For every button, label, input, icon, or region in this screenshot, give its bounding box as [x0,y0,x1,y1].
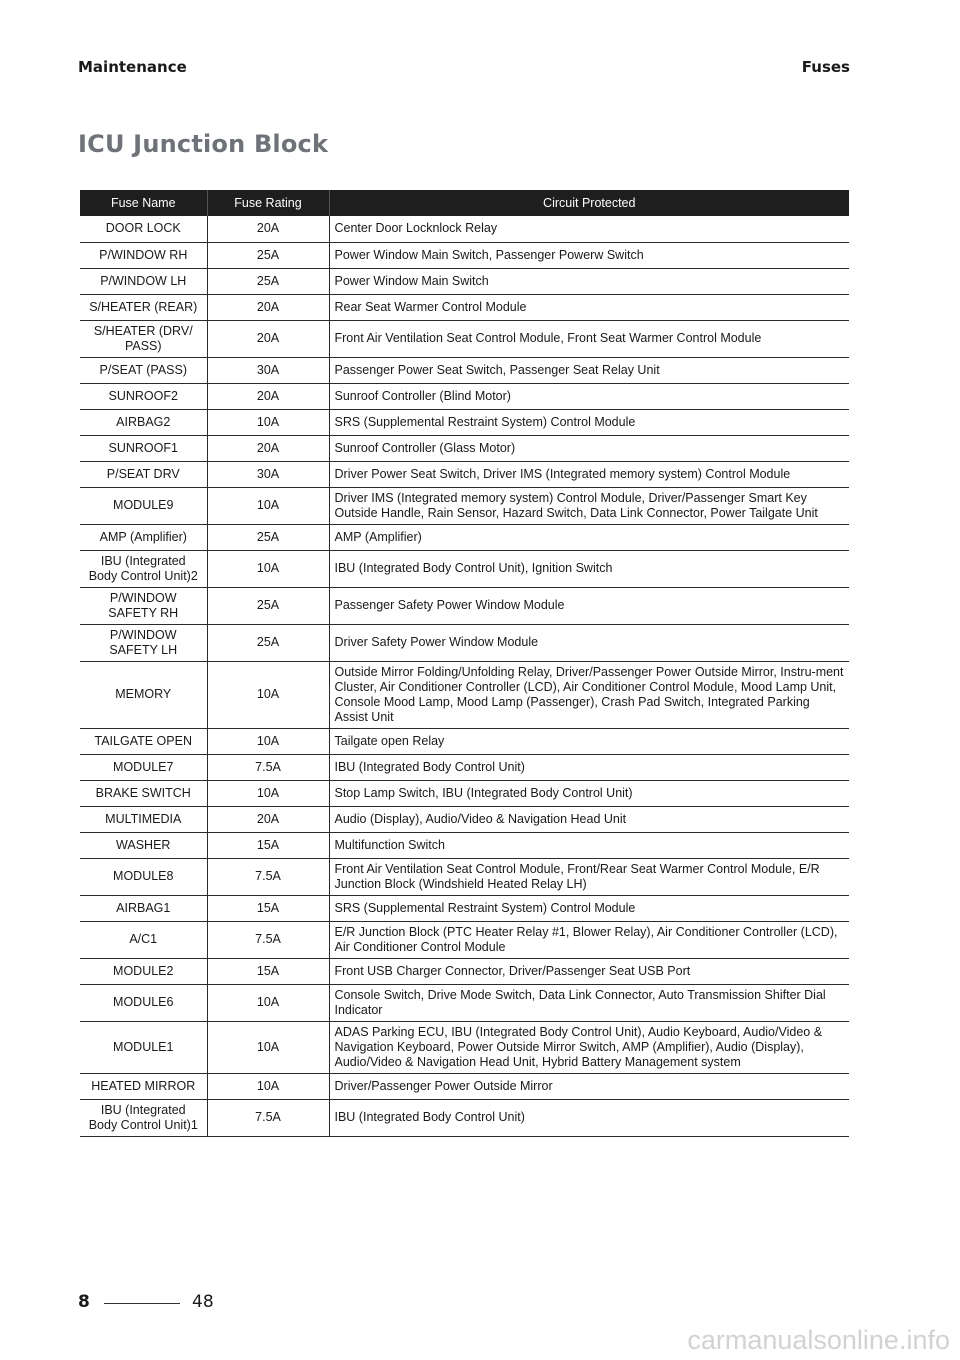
table-row [80,984,849,1021]
fuse-rating-cell: 25A [207,242,329,268]
circuit-protected-cell: Passenger Safety Power Window Module [329,587,849,624]
circuit-protected-cell: Driver Safety Power Window Module [329,624,849,661]
fuse-rating-cell: 25A [207,524,329,550]
fuse-name-cell: HEATED MIRROR [80,1073,207,1099]
circuit-protected-cell: SRS (Supplemental Restraint System) Control Module [329,895,849,921]
circuit-protected-cell: ADAS Parking ECU, IBU (Integrated Body Control Unit), Audio Keyboard, Audio/Video & Navigation Keyboard, Power Outside Mirror Switch, AMP (Amplifier), Audio (Display), Audio/Video & Navigation Head Unit, Hybrid Battery Management system [329,1021,849,1073]
table-row [80,550,849,587]
circuit-protected-cell: Multifunction Switch [329,832,849,858]
circuit-protected-cell: IBU (Integrated Body Control Unit), Ignition Switch [329,550,849,587]
circuit-protected-cell: IBU (Integrated Body Control Unit) [329,754,849,780]
table-row [80,1021,849,1073]
table-row [80,806,849,832]
fuse-rating-cell: 10A [207,487,329,524]
header-section-label: Maintenance [78,58,187,76]
circuit-protected-cell: Front USB Charger Connector, Driver/Passenger Seat USB Port [329,958,849,984]
fuse-rating-cell: 10A [207,550,329,587]
table-row [80,1099,849,1136]
table-row [80,921,849,958]
table-row [80,524,849,550]
table-row [80,461,849,487]
fuse-rating-cell: 15A [207,832,329,858]
fuse-name-cell: S/HEATER (DRV/ PASS) [80,320,207,357]
fuse-name-cell: BRAKE SWITCH [80,780,207,806]
table-row [80,216,849,242]
watermark-text: carmanualsonline.info [687,1325,950,1355]
circuit-protected-cell: Driver IMS (Integrated memory system) Control Module, Driver/Passenger Smart Key Outside Handle, Rain Sensor, Hazard Switch, Data Link Connector, Power Tailgate Unit [329,487,849,524]
circuit-protected-cell: Tailgate open Relay [329,728,849,754]
fuse-name-cell: MODULE2 [80,958,207,984]
circuit-protected-cell: Sunroof Controller (Blind Motor) [329,383,849,409]
fuse-rating-cell: 15A [207,958,329,984]
circuit-protected-cell: Front Air Ventilation Seat Control Module, Front/Rear Seat Warmer Control Module, E/R Junction Block (Windshield Heated Relay LH) [329,858,849,895]
circuit-protected-cell: Outside Mirror Folding/Unfolding Relay, Driver/Passenger Power Outside Mirror, Instru-ment Cluster, Air Conditioner Controller (LCD), Air Conditioner Control Module, Mood Lamp Unit, Console Mood Lamp, Mood Lamp (Passenger), Crash Pad Switch, Integrated Parking Assist Unit [329,661,849,728]
fuse-rating-cell: 25A [207,587,329,624]
circuit-protected-cell: AMP (Amplifier) [329,524,849,550]
table-row [80,357,849,383]
circuit-protected-cell: IBU (Integrated Body Control Unit) [329,1099,849,1136]
fuse-name-cell: SUNROOF2 [80,383,207,409]
fuse-name-cell: WASHER [80,832,207,858]
fuse-rating-cell: 25A [207,268,329,294]
table-row [80,435,849,461]
fuse-name-cell: MODULE7 [80,754,207,780]
fuse-name-cell: P/WINDOW SAFETY LH [80,624,207,661]
fuse-name-cell: S/HEATER (REAR) [80,294,207,320]
column-header-fuse-rating: Fuse Rating [207,190,329,216]
fuse-rating-cell: 20A [207,294,329,320]
fuse-rating-cell: 25A [207,624,329,661]
fuse-name-cell: MULTIMEDIA [80,806,207,832]
fuse-rating-cell: 10A [207,780,329,806]
section-title: ICU Junction Block [78,130,329,158]
fuse-name-cell: P/WINDOW LH [80,268,207,294]
fuse-name-cell: IBU (Integrated Body Control Unit)2 [80,550,207,587]
fuse-name-cell: P/SEAT (PASS) [80,357,207,383]
fuse-name-cell: SUNROOF1 [80,435,207,461]
fuse-rating-cell: 20A [207,806,329,832]
table-row [80,858,849,895]
circuit-protected-cell: Center Door Locknlock Relay [329,216,849,242]
fuse-name-cell: P/WINDOW SAFETY RH [80,587,207,624]
circuit-protected-cell: Driver Power Seat Switch, Driver IMS (Integrated memory system) Control Module [329,461,849,487]
fuse-rating-cell: 20A [207,383,329,409]
table-row [80,754,849,780]
fuse-rating-cell: 7.5A [207,858,329,895]
fuse-rating-cell: 15A [207,895,329,921]
circuit-protected-cell: Front Air Ventilation Seat Control Module, Front Seat Warmer Control Module [329,320,849,357]
circuit-protected-cell: Driver/Passenger Power Outside Mirror [329,1073,849,1099]
fuse-table [80,190,849,1137]
circuit-protected-cell: Power Window Main Switch, Passenger Powerw Switch [329,242,849,268]
circuit-protected-cell: Stop Lamp Switch, IBU (Integrated Body Control Unit) [329,780,849,806]
fuse-name-cell: MODULE1 [80,1021,207,1073]
table-row [80,624,849,661]
fuse-rating-cell: 10A [207,984,329,1021]
circuit-protected-cell: Console Switch, Drive Mode Switch, Data Link Connector, Auto Transmission Shifter Dial Indicator [329,984,849,1021]
fuse-rating-cell: 7.5A [207,754,329,780]
fuse-table-body [80,216,849,1136]
fuse-rating-cell: 10A [207,661,329,728]
table-row [80,268,849,294]
fuse-name-cell: TAILGATE OPEN [80,728,207,754]
fuse-table-header-row [80,190,849,216]
table-row [80,1073,849,1099]
circuit-protected-cell: Sunroof Controller (Glass Motor) [329,435,849,461]
table-row [80,383,849,409]
fuse-name-cell: IBU (Integrated Body Control Unit)1 [80,1099,207,1136]
table-row [80,409,849,435]
circuit-protected-cell: Rear Seat Warmer Control Module [329,294,849,320]
fuse-name-cell: AIRBAG2 [80,409,207,435]
circuit-protected-cell: Power Window Main Switch [329,268,849,294]
table-row [80,242,849,268]
fuse-name-cell: MODULE8 [80,858,207,895]
footer-page-number: 48 [192,1292,214,1312]
footer-chapter-number: 8 [78,1292,90,1312]
fuse-rating-cell: 30A [207,357,329,383]
fuse-rating-cell: 20A [207,320,329,357]
table-row [80,780,849,806]
table-row [80,895,849,921]
fuse-name-cell: DOOR LOCK [80,216,207,242]
fuse-rating-cell: 10A [207,1073,329,1099]
circuit-protected-cell: SRS (Supplemental Restraint System) Control Module [329,409,849,435]
table-row [80,728,849,754]
circuit-protected-cell: Passenger Power Seat Switch, Passenger Seat Relay Unit [329,357,849,383]
column-header-circuit-protected: Circuit Protected [329,190,849,216]
fuse-name-cell: MODULE6 [80,984,207,1021]
fuse-rating-cell: 10A [207,728,329,754]
circuit-protected-cell: E/R Junction Block (PTC Heater Relay #1, Blower Relay), Air Conditioner Controller (LCD), Air Conditioner Control Module [329,921,849,958]
table-row [80,587,849,624]
fuse-name-cell: AIRBAG1 [80,895,207,921]
table-row [80,487,849,524]
header-topic-label: Fuses [801,58,850,76]
fuse-rating-cell: 20A [207,216,329,242]
table-row [80,832,849,858]
fuse-name-cell: P/SEAT DRV [80,461,207,487]
fuse-name-cell: MEMORY [80,661,207,728]
circuit-protected-cell: Audio (Display), Audio/Video & Navigation Head Unit [329,806,849,832]
table-row [80,958,849,984]
column-header-fuse-name: Fuse Name [80,190,207,216]
table-row [80,320,849,357]
fuse-rating-cell: 20A [207,435,329,461]
fuse-name-cell: AMP (Amplifier) [80,524,207,550]
fuse-name-cell: P/WINDOW RH [80,242,207,268]
table-row [80,661,849,728]
fuse-rating-cell: 7.5A [207,921,329,958]
fuse-rating-cell: 30A [207,461,329,487]
fuse-rating-cell: 7.5A [207,1099,329,1136]
fuse-rating-cell: 10A [207,409,329,435]
fuse-name-cell: A/C1 [80,921,207,958]
fuse-name-cell: MODULE9 [80,487,207,524]
table-row [80,294,849,320]
footer-divider [104,1303,180,1304]
fuse-rating-cell: 10A [207,1021,329,1073]
